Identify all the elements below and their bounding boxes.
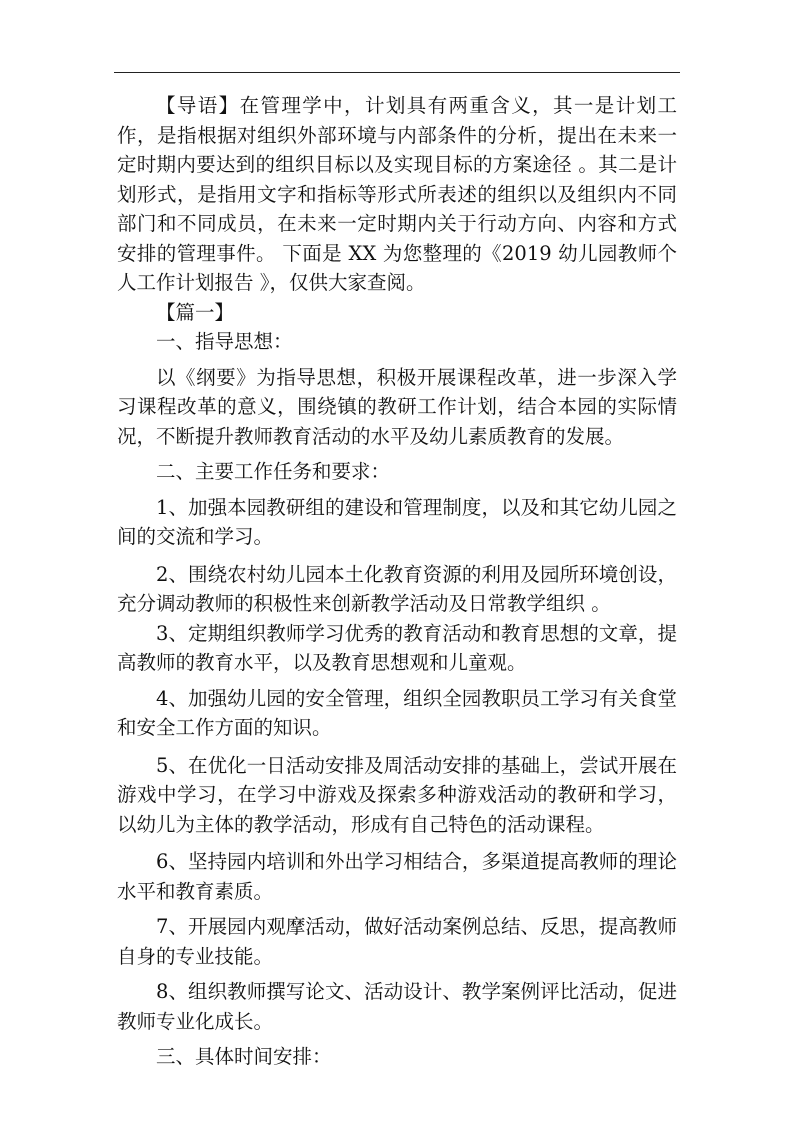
task-item-3: 3、定期组织教师学习优秀的教育活动和教育思想的文章，提高教师的教育水平，以及教育思想观和儿童观。 xyxy=(117,621,677,674)
intro-paragraph: 【导语】在管理学中，计划具有两重含义，其一是计划工作，是指根据对组织外部环境与内部条件的分析，提出在未来一定时期内要达到的组织目标以及实现目标的方案途径 。其二是计划形式，是指用文字和指标等形式所表述的组织以及组织内不同部门和不同成员，在未来一定时期内关于行动方向、内容和方式安排的管理事件。 下面是 XX 为您整理的《2019 幼儿园教师个人工作计划报告 》，仅供大家查阅。 xyxy=(117,94,677,294)
section-title: 【篇一】 xyxy=(156,300,235,324)
task-item-2: 2、围绕农村幼儿园本土化教育资源的利用及园所环境创设，充分调动教师的积极性来创新教学活动及日常教学组织 。 xyxy=(117,562,677,615)
heading-guiding-thought: 一、指导思想： xyxy=(156,330,293,353)
task-item-8: 8、组织教师撰写论文、活动设计、教学案例评比活动，促进教师专业化成长。 xyxy=(117,980,677,1033)
task-item-5: 5、在优化一日活动安排及周活动安排的基础上，尝试开展在游戏中学习，在学习中游戏及探索多种游戏活动的教研和学习，以幼儿为主体的教学活动，形成有自己特色的活动课程。 xyxy=(117,753,677,836)
guiding-thought-paragraph: 以《纲要》为指导思想，积极开展课程改革，进一步深入学习课程改革的意义，围绕镇的教研工作计划，结合本园的实际情况，不断提升教师教育活动的水平及幼儿素质教育的发展。 xyxy=(117,365,677,448)
heading-main-tasks: 二、主要工作任务和要求： xyxy=(156,460,391,483)
heading-schedule: 三、具体时间安排： xyxy=(156,1045,332,1068)
task-item-1: 1、加强本园教研组的建设和管理制度，以及和其它幼儿园之间的交流和学习。 xyxy=(117,495,677,548)
task-item-7: 7、开展园内观摩活动，做好活动案例总结、反思，提高教师自身的专业技能。 xyxy=(117,915,677,968)
task-item-4: 4、加强幼儿园的安全管理，组织全园教职员工学习有关食堂和安全工作方面的知识。 xyxy=(117,686,677,739)
task-item-6: 6、坚持园内培训和外出学习相结合，多渠道提高教师的理论水平和教育素质。 xyxy=(117,850,677,903)
document-body xyxy=(117,91,677,1072)
header-rule xyxy=(114,72,680,73)
